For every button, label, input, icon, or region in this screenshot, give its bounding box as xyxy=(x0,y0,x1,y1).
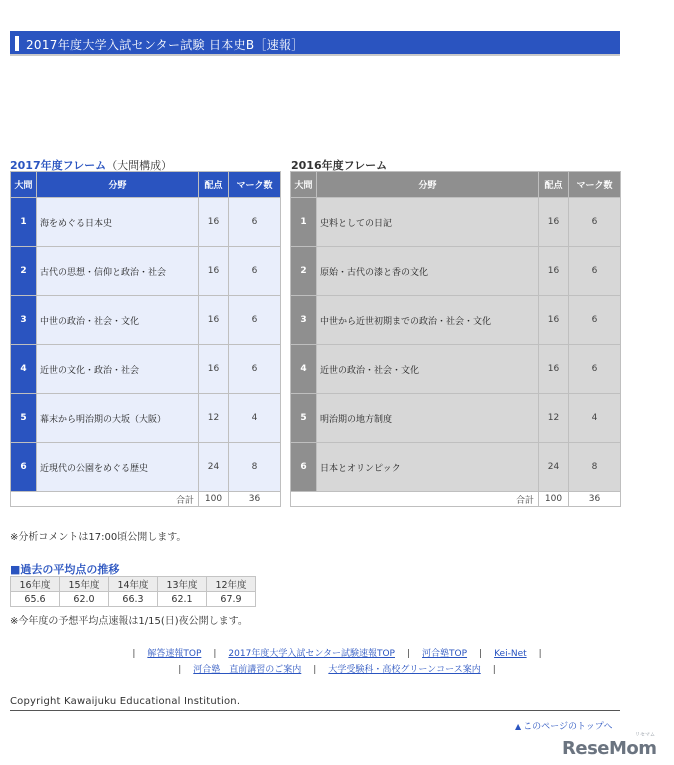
frame-2016-header-row xyxy=(291,172,621,198)
question-score: 16 xyxy=(539,345,569,394)
header-score: 配点 xyxy=(199,172,229,198)
average-year: 12年度 xyxy=(207,577,256,592)
question-marks: 6 xyxy=(229,345,281,394)
header-marks: マーク数 xyxy=(569,172,621,198)
question-field: 中世の政治・社会・文化 xyxy=(37,296,199,345)
header-q: 大問 xyxy=(291,172,317,198)
average-value: 67.9 xyxy=(207,592,256,607)
link-center-exam-top[interactable]: 2017年度大学入試センター試験速報TOP xyxy=(228,649,395,659)
average-year: 14年度 xyxy=(109,577,158,592)
page-title-bar xyxy=(10,31,620,56)
table-row xyxy=(291,345,621,394)
table-row xyxy=(11,394,281,443)
table-row xyxy=(11,198,281,247)
question-score: 16 xyxy=(199,247,229,296)
frame-2017-header-row xyxy=(11,172,281,198)
table-row xyxy=(291,198,621,247)
triangle-up-icon: ▲ xyxy=(515,722,522,731)
title-bar-marker xyxy=(15,36,19,51)
question-field: 中世から近世初期までの政治・社会・文化 xyxy=(317,296,539,345)
question-number: 5 xyxy=(11,394,37,443)
question-number: 3 xyxy=(291,296,317,345)
question-number: 5 xyxy=(291,394,317,443)
question-marks: 6 xyxy=(229,296,281,345)
question-score: 24 xyxy=(539,443,569,492)
question-score: 12 xyxy=(199,394,229,443)
table-row xyxy=(291,443,621,492)
question-field: 近世の文化・政治・社会 xyxy=(37,345,199,394)
page-top-label: このページのトップへ xyxy=(523,722,613,732)
total-score: 100 xyxy=(539,492,569,507)
average-history-table xyxy=(10,576,256,607)
question-field: 明治期の地方制度 xyxy=(317,394,539,443)
question-field: 近現代の公園をめぐる歴史 xyxy=(37,443,199,492)
footer-links-row-1 xyxy=(0,646,674,659)
table-row xyxy=(11,296,281,345)
question-field: 海をめぐる日本史 xyxy=(37,198,199,247)
table-row xyxy=(11,443,281,492)
question-number: 3 xyxy=(11,296,37,345)
frame-2016-heading: 2016年度フレーム xyxy=(291,159,388,172)
question-marks: 6 xyxy=(569,296,621,345)
question-field: 日本とオリンピック xyxy=(317,443,539,492)
header-field: 分野 xyxy=(317,172,539,198)
question-score: 16 xyxy=(199,198,229,247)
question-number: 6 xyxy=(291,443,317,492)
average-history-heading: ■過去の平均点の推移 xyxy=(10,563,120,576)
question-marks: 8 xyxy=(569,443,621,492)
link-separator: | xyxy=(178,665,182,675)
link-separator: | xyxy=(213,649,217,659)
header-q: 大問 xyxy=(11,172,37,198)
average-year: 15年度 xyxy=(60,577,109,592)
question-field: 幕末から明治期の大坂（大阪） xyxy=(37,394,199,443)
footer-links-row-2 xyxy=(0,662,674,675)
link-direct-course[interactable]: 河合塾 直前講習のご案内 xyxy=(193,665,302,675)
link-green-course[interactable]: 大学受験科・高校グリーンコース案内 xyxy=(328,665,481,675)
question-marks: 6 xyxy=(229,198,281,247)
copyright: Copyright Kawaijuku Educational Institution. xyxy=(10,696,241,707)
question-score: 16 xyxy=(539,198,569,247)
question-score: 24 xyxy=(199,443,229,492)
question-number: 6 xyxy=(11,443,37,492)
question-number: 2 xyxy=(11,247,37,296)
question-score: 16 xyxy=(539,296,569,345)
frame-2017-heading-sub: （大問構成） xyxy=(106,159,173,172)
question-marks: 4 xyxy=(569,394,621,443)
question-marks: 6 xyxy=(229,247,281,296)
average-value: 65.6 xyxy=(11,592,60,607)
link-separator: | xyxy=(492,665,496,675)
link-answer-top[interactable]: 解答速報TOP xyxy=(147,649,202,659)
table-row xyxy=(11,345,281,394)
total-row xyxy=(291,492,621,507)
question-score: 16 xyxy=(539,247,569,296)
link-kawaijuku-top[interactable]: 河合塾TOP xyxy=(422,649,468,659)
link-separator: | xyxy=(479,649,483,659)
question-marks: 6 xyxy=(569,345,621,394)
question-score: 16 xyxy=(199,296,229,345)
question-number: 2 xyxy=(291,247,317,296)
analysis-comment-note: ※分析コメントは17:00頃公開します。 xyxy=(10,532,187,543)
question-field: 古代の思想・信仰と政治・社会 xyxy=(37,247,199,296)
frame-2017-heading-text: 2017年度フレーム xyxy=(10,159,107,172)
question-marks: 6 xyxy=(569,198,621,247)
resemom-logo-small-text: リセマム xyxy=(635,732,655,738)
table-row xyxy=(291,394,621,443)
average-years-row xyxy=(11,577,256,592)
question-marks: 4 xyxy=(229,394,281,443)
resemom-logo xyxy=(560,730,664,758)
total-marks: 36 xyxy=(569,492,621,507)
average-values-row xyxy=(11,592,256,607)
average-value: 66.3 xyxy=(109,592,158,607)
link-separator: | xyxy=(313,665,317,675)
frame-2016-table xyxy=(290,171,621,507)
resemom-logo-text: ReseMom xyxy=(562,738,657,758)
question-number: 4 xyxy=(11,345,37,394)
frame-2017-table xyxy=(10,171,281,507)
question-number: 1 xyxy=(291,198,317,247)
question-field: 史料としての日記 xyxy=(317,198,539,247)
average-year: 16年度 xyxy=(11,577,60,592)
header-score: 配点 xyxy=(539,172,569,198)
table-row xyxy=(11,247,281,296)
page-title: 2017年度大学入試センター試験 日本史B［速報］ xyxy=(26,38,304,52)
total-row xyxy=(11,492,281,507)
question-number: 4 xyxy=(291,345,317,394)
link-separator: | xyxy=(406,649,411,659)
total-score: 100 xyxy=(199,492,229,507)
question-field: 近世の政治・社会・文化 xyxy=(317,345,539,394)
total-label: 合計 xyxy=(11,492,199,507)
question-marks: 8 xyxy=(229,443,281,492)
table-row xyxy=(291,247,621,296)
question-score: 12 xyxy=(539,394,569,443)
header-field: 分野 xyxy=(37,172,199,198)
average-value: 62.1 xyxy=(158,592,207,607)
question-number: 1 xyxy=(11,198,37,247)
link-separator: | xyxy=(132,649,136,659)
link-separator: | xyxy=(538,649,542,659)
average-year: 13年度 xyxy=(158,577,207,592)
header-marks: マーク数 xyxy=(229,172,281,198)
question-score: 16 xyxy=(199,345,229,394)
question-marks: 6 xyxy=(569,247,621,296)
average-value: 62.0 xyxy=(60,592,109,607)
question-field: 原始・古代の漆と香の文化 xyxy=(317,247,539,296)
total-marks: 36 xyxy=(229,492,281,507)
link-kei-net[interactable]: Kei-Net xyxy=(494,649,527,659)
forecast-note: ※今年度の予想平均点速報は1/15(日)夜公開します。 xyxy=(10,616,248,627)
table-row xyxy=(291,296,621,345)
footer-divider xyxy=(10,710,620,711)
total-label: 合計 xyxy=(291,492,539,507)
